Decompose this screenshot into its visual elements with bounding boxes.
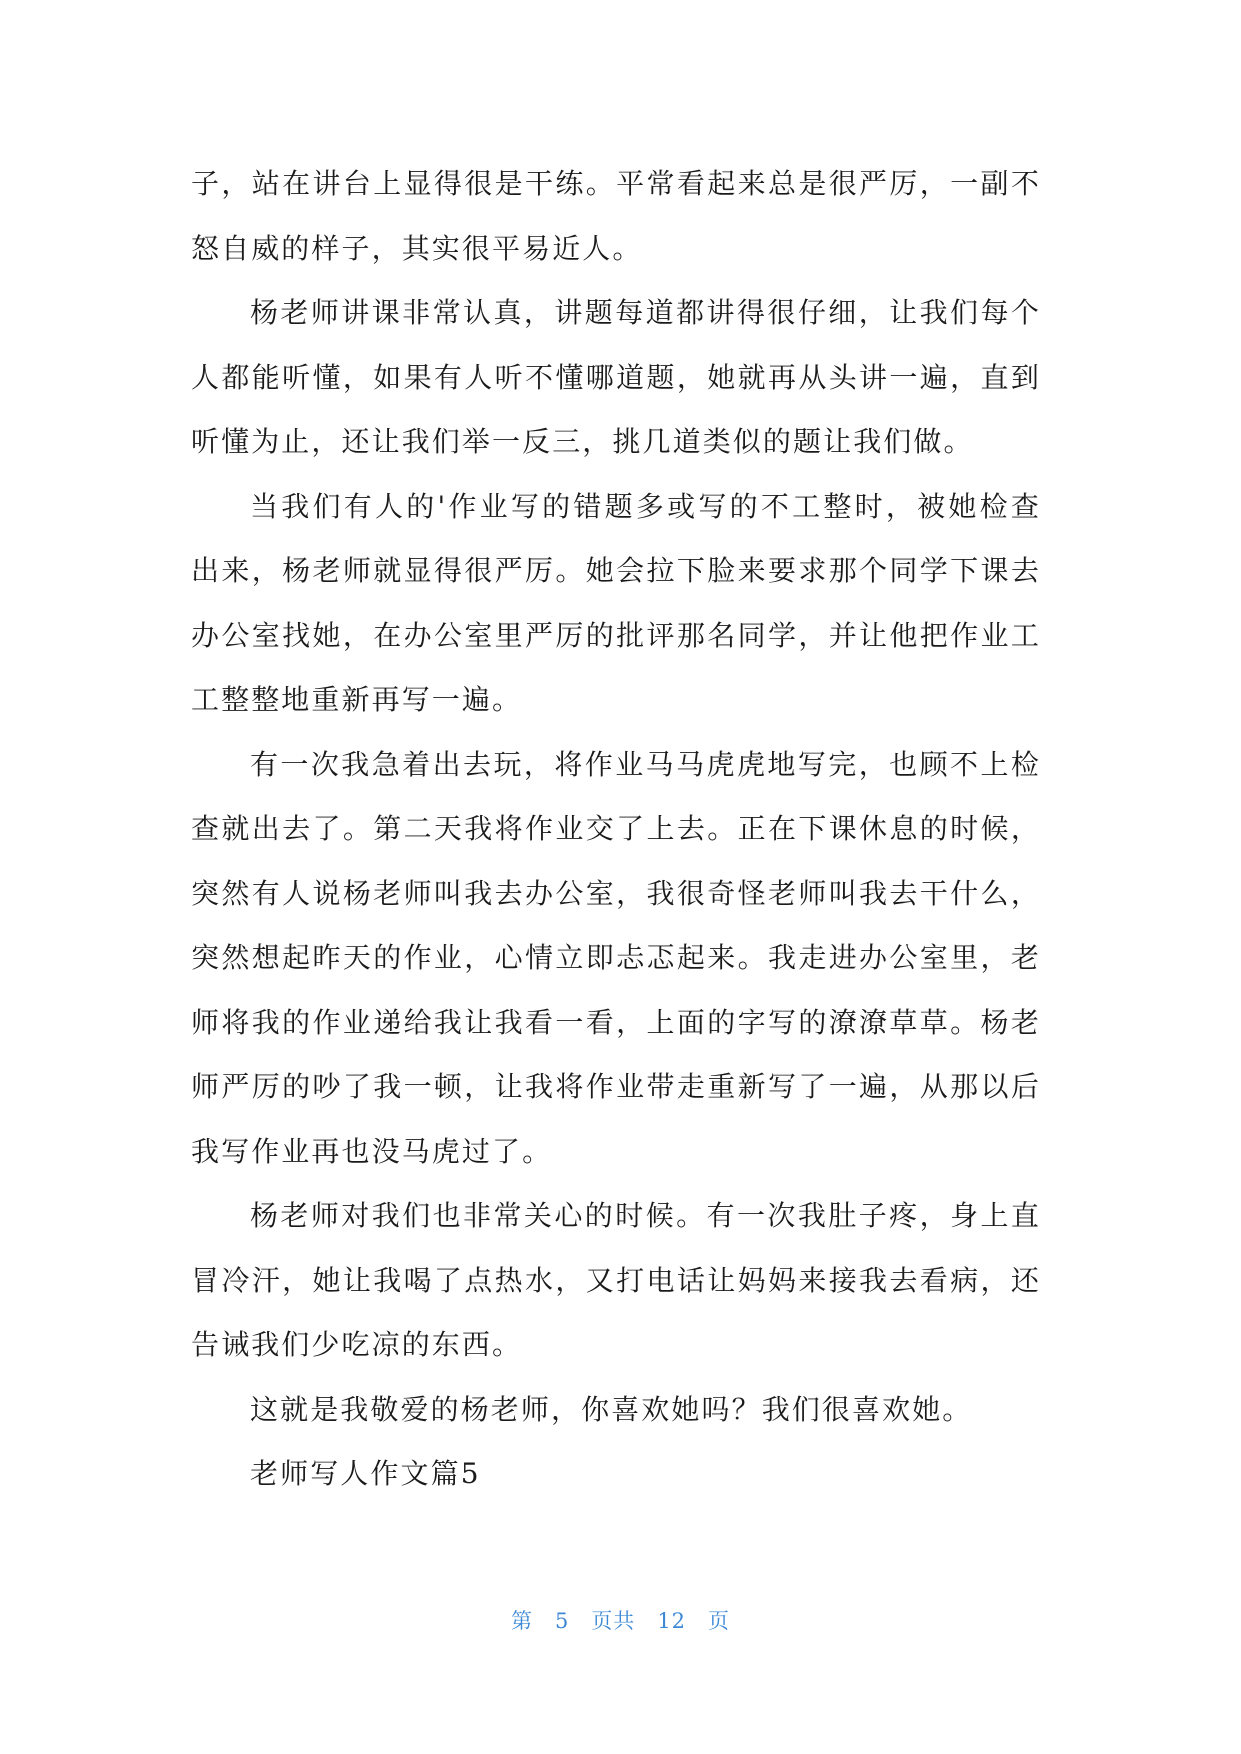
footer-suffix: 页 <box>708 1609 731 1633</box>
page-footer <box>0 1606 1241 1636</box>
paragraph-3: 当我们有人的'作业写的错题多或写的不工整时，被她检查出来，杨老师就显得很严厉。她会拉下脸来要求那个同学下课去办公室找她，在办公室里严厉的批评那名同学，并让他把作业工工整整地重新再写一遍。 <box>191 489 1041 716</box>
footer-total-pages: 12 <box>657 1609 687 1633</box>
paragraph-6: 这就是我敬爱的杨老师，你喜欢她吗？我们很喜欢她。 <box>250 1392 973 1426</box>
footer-prefix: 第 <box>510 1609 533 1633</box>
paragraph-1: 子，站在讲台上显得很是干练。平常看起来总是很严厉，一副不怒自威的样子，其实很平易近人。 <box>191 167 1041 265</box>
paragraph-4: 有一次我急着出去玩，将作业马马虎虎地写完，也顾不上检查就出去了。第二天我将作业交了上去。正在下课休息的时候，突然有人说杨老师叫我去办公室，我很奇怪老师叫我去干什么，突然想起昨天的作业，心情立即忐忑起来。我走进办公室里，老师将我的作业递给我让我看一看，上面的字写的潦潦草草。杨老师严厉的吵了我一顿，让我将作业带走重新写了一遍，从那以后我写作业再也没马虎过了。 <box>191 747 1041 1168</box>
footer-current-page: 5 <box>554 1609 570 1633</box>
paragraph-5: 杨老师对我们也非常关心的时候。有一次我肚子疼，身上直冒冷汗，她让我喝了点热水，又打电话让妈妈来接我去看病，还告诫我们少吃凉的东西。 <box>191 1199 1041 1361</box>
footer-middle: 页共 <box>591 1609 636 1633</box>
document-body <box>191 152 1041 1507</box>
section-heading: 老师写人作文篇5 <box>250 1457 481 1490</box>
paragraph-2: 杨老师讲课非常认真，讲题每道都讲得很仔细，让我们每个人都能听懂，如果有人听不懂哪道题，她就再从头讲一遍，直到听懂为止，还让我们举一反三，挑几道类似的题让我们做。 <box>191 296 1041 458</box>
